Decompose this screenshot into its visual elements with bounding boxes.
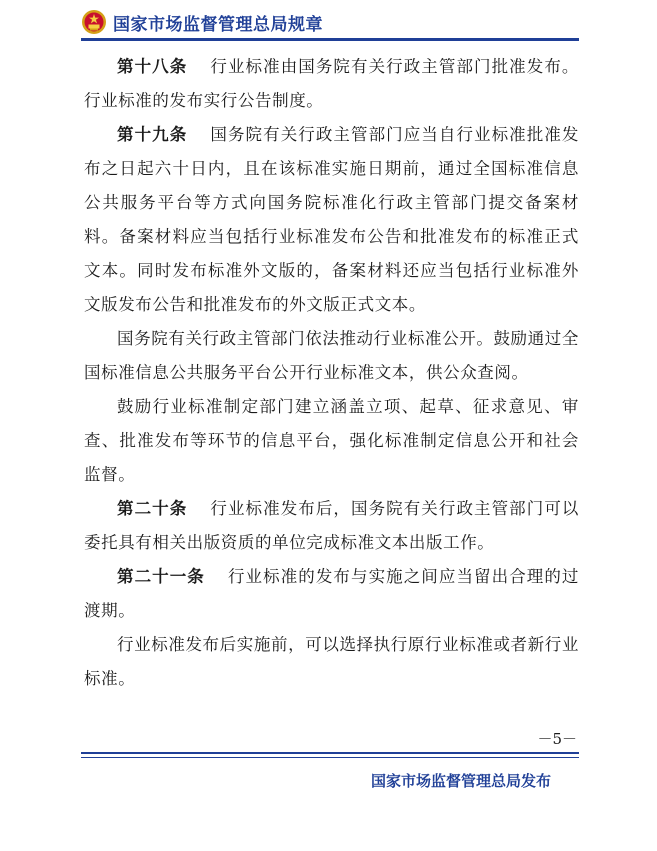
paragraph [84,628,579,696]
page-header [81,6,323,38]
header-title: 国家市场监督管理总局规章 [113,14,323,35]
document-body [84,50,579,696]
paragraph-text: 行业标准发布后，国务院有关行政主管部门可以委托具有相关出版资质的单位完成标准文本出版工作。 [84,499,579,552]
article-number: 第十八条 [117,57,188,76]
paragraph-text: 国务院有关行政主管部门依法推动行业标准公开。鼓励通过全国标准信息公共服务平台公开行业标准文本，供公众查阅。 [84,329,579,382]
article-number: 第十九条 [117,125,188,144]
national-emblem-icon [81,9,107,35]
paragraph [84,322,579,390]
article-number: 第二十一条 [117,567,205,586]
paragraph [84,50,579,118]
paragraph-text: 行业标准发布后实施前，可以选择执行原行业标准或者新行业标准。 [84,635,579,688]
paragraph-text: 行业标准由国务院有关行政主管部门批准发布。行业标准的发布实行公告制度。 [84,57,579,110]
paragraph-text: 行业标准的发布与实施之间应当留出合理的过渡期。 [84,567,580,620]
footer-rule [81,752,579,754]
paragraph [84,560,579,628]
header-rule [81,38,579,41]
paragraph [84,390,579,492]
footer-rule-thin [81,757,579,758]
footer-publisher: 国家市场监督管理总局发布 [370,772,551,790]
paragraph-text: 国务院有关行政主管部门应当自行业标准批准发布之日起六十日内，且在该标准实施日期前，通过全国标准信息公共服务平台等方式向国务院标准化行政主管部门提交备案材料。备案材料应当包括行业标准发布公告和批准发布的标准正式文本。同时发布标准外文版的，备案材料还应当包括行业标准外文版发布公告和批准发布的外文版正式文本。 [84,125,579,314]
paragraph [84,118,579,322]
paragraph-text: 鼓励行业标准制定部门建立涵盖立项、起草、征求意见、审查、批准发布等环节的信息平台，强化标准制定信息公开和社会监督。 [84,397,579,484]
page-number: －5－ [537,730,577,748]
article-number: 第二十条 [117,499,188,518]
paragraph [84,492,579,560]
